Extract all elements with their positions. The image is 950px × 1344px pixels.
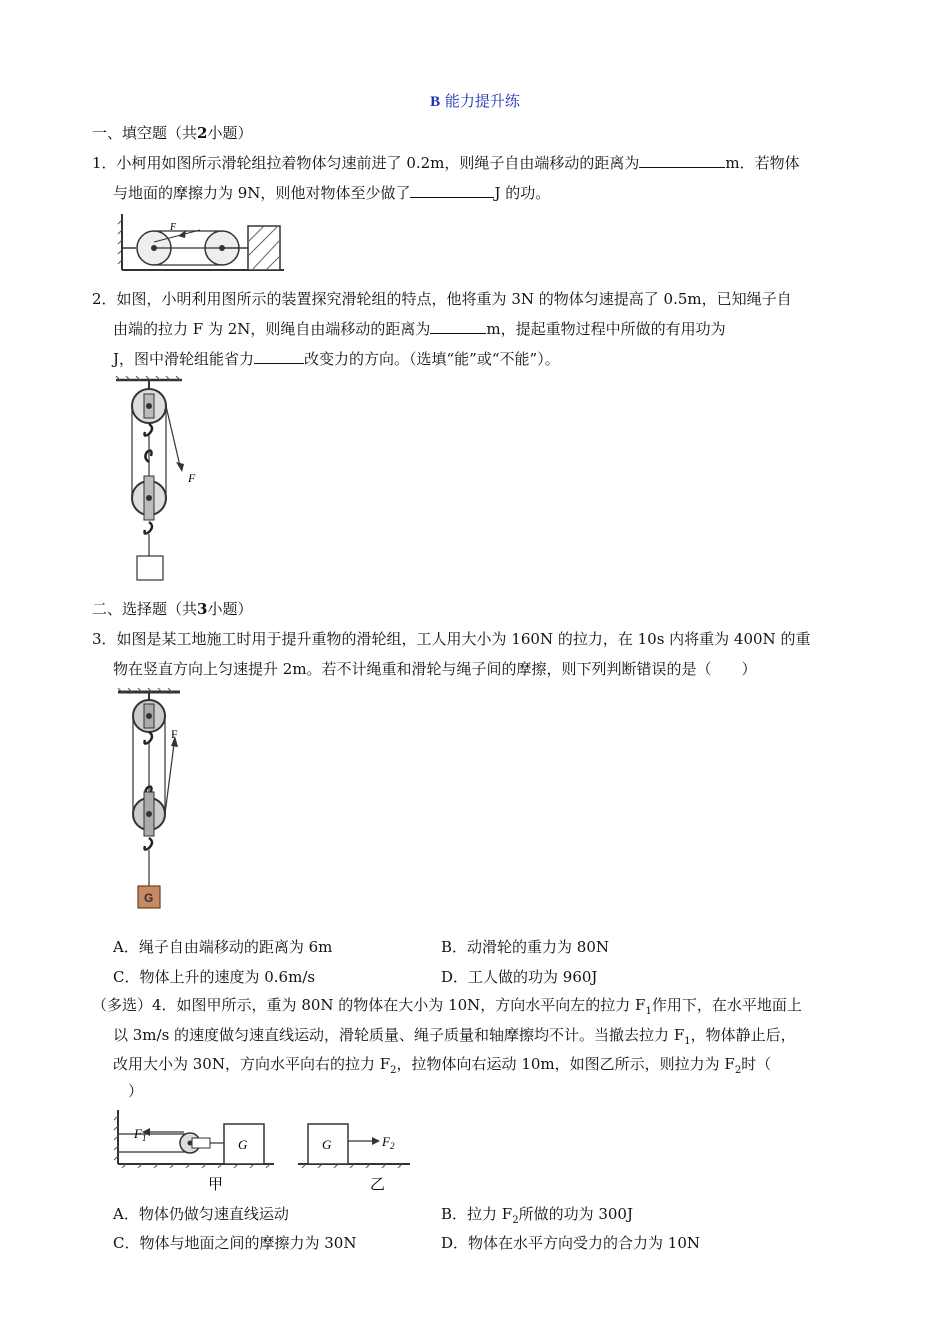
q1-pulley-figure [118,212,288,274]
q1-force-label: F [170,222,177,233]
q4-g-label-jia: G [238,1137,248,1152]
q1-line1: 1．小柯用如图所示滑轮组拉着物体匀速前进了 0.2m，则绳子自由端移动的距离为 m．若物体 [92,154,800,172]
q4-option-b[interactable]: B．拉力 $F_2$所做的功为 300J [441,1205,633,1226]
q2-line3: J，图中滑轮组能省力 改变力的方向。（选填“能”或“不能”）。 [113,350,560,368]
q1-blank2[interactable] [410,183,494,198]
q4-figure [112,1108,412,1194]
q4-option-d[interactable]: D．物体在水平方向受力的合力为 10N [441,1234,701,1252]
q4-line1: （多选）4．如图甲所示，重为 80N 的物体在大小为 10N，方向水平向左的拉力 $F_1$作用下，在水平地面上 [92,996,802,1017]
q2-line2: 由端的拉力 F 为 2N，则绳自由端移动的距离为 m，提起重物过程中所做的有用功为 [113,320,726,338]
q4-option-a[interactable]: A．物体仍做匀速直线运动 [113,1205,289,1223]
q3-option-d[interactable]: D．工人做的功为 960J [441,968,598,986]
section-heading-fill-blank: 一、填空题（共2小题） [92,124,253,142]
q2-force-label: F [188,471,196,485]
q4-option-c[interactable]: C．物体与地面之间的摩擦力为 30N [113,1234,357,1252]
page-title [0,90,950,111]
page-title-text: 能力提升练 [444,92,520,110]
q4-f2-label: $F_2$ [382,1134,395,1151]
q2-blank1[interactable] [430,319,486,334]
q3-line1: 3．如图是某工地施工时用于提升重物的滑轮组，工人用大小为 160N 的拉力，在 10s 内将重为 400N 的重 [92,630,811,648]
q2-pulley-figure [112,376,212,584]
q3-force-label: F [171,727,178,741]
q2-line1: 2．如图，小明利用图所示的装置探究滑轮组的特点，他将重为 3N 的物体匀速提高了 0.5m，已知绳子自 [92,290,792,308]
q4-label-yi: 乙 [370,1175,386,1193]
q3-weight-label: G [144,891,154,905]
page-title-prefix: B [430,94,441,110]
q4-f1-label: $F_1$ [134,1126,147,1143]
q1-line2: 与地面的摩擦力为 9N，则他对物体至少做了 J 的功。 [113,184,551,202]
q4-label-jia: 甲 [208,1175,224,1193]
q2-blank2[interactable] [254,349,304,364]
q4-line2: 以 3m/s 的速度做匀速直线运动，滑轮质量、绳子质量和轴摩擦均不计。当撤去拉力 $F_1$，物体静止后， [113,1026,796,1047]
q4-line4: ） [128,1082,144,1100]
q3-option-b[interactable]: B．动滑轮的重力为 80N [441,938,610,956]
q4-g-label-yi: G [322,1137,332,1152]
q4-line3: 改用大小为 30N，方向水平向右的拉力 $F_2$，拉物体向右运动 10m，如图乙所示，则拉力为 $F_2$时（ [113,1055,772,1076]
section-heading-multiple-choice: 二、选择题（共3小题） [92,600,253,618]
q3-pulley-figure [116,688,196,912]
q3-option-c[interactable]: C．物体上升的速度为 0.6m/s [113,968,316,986]
q3-line2: 物在竖直方向上匀速提升 2m。若不计绳重和滑轮与绳子间的摩擦，则下列判断错误的是（ ） [113,660,757,678]
q1-blank1[interactable] [639,153,725,168]
q3-option-a[interactable]: A．绳子自由端移动的距离为 6m [113,938,333,956]
